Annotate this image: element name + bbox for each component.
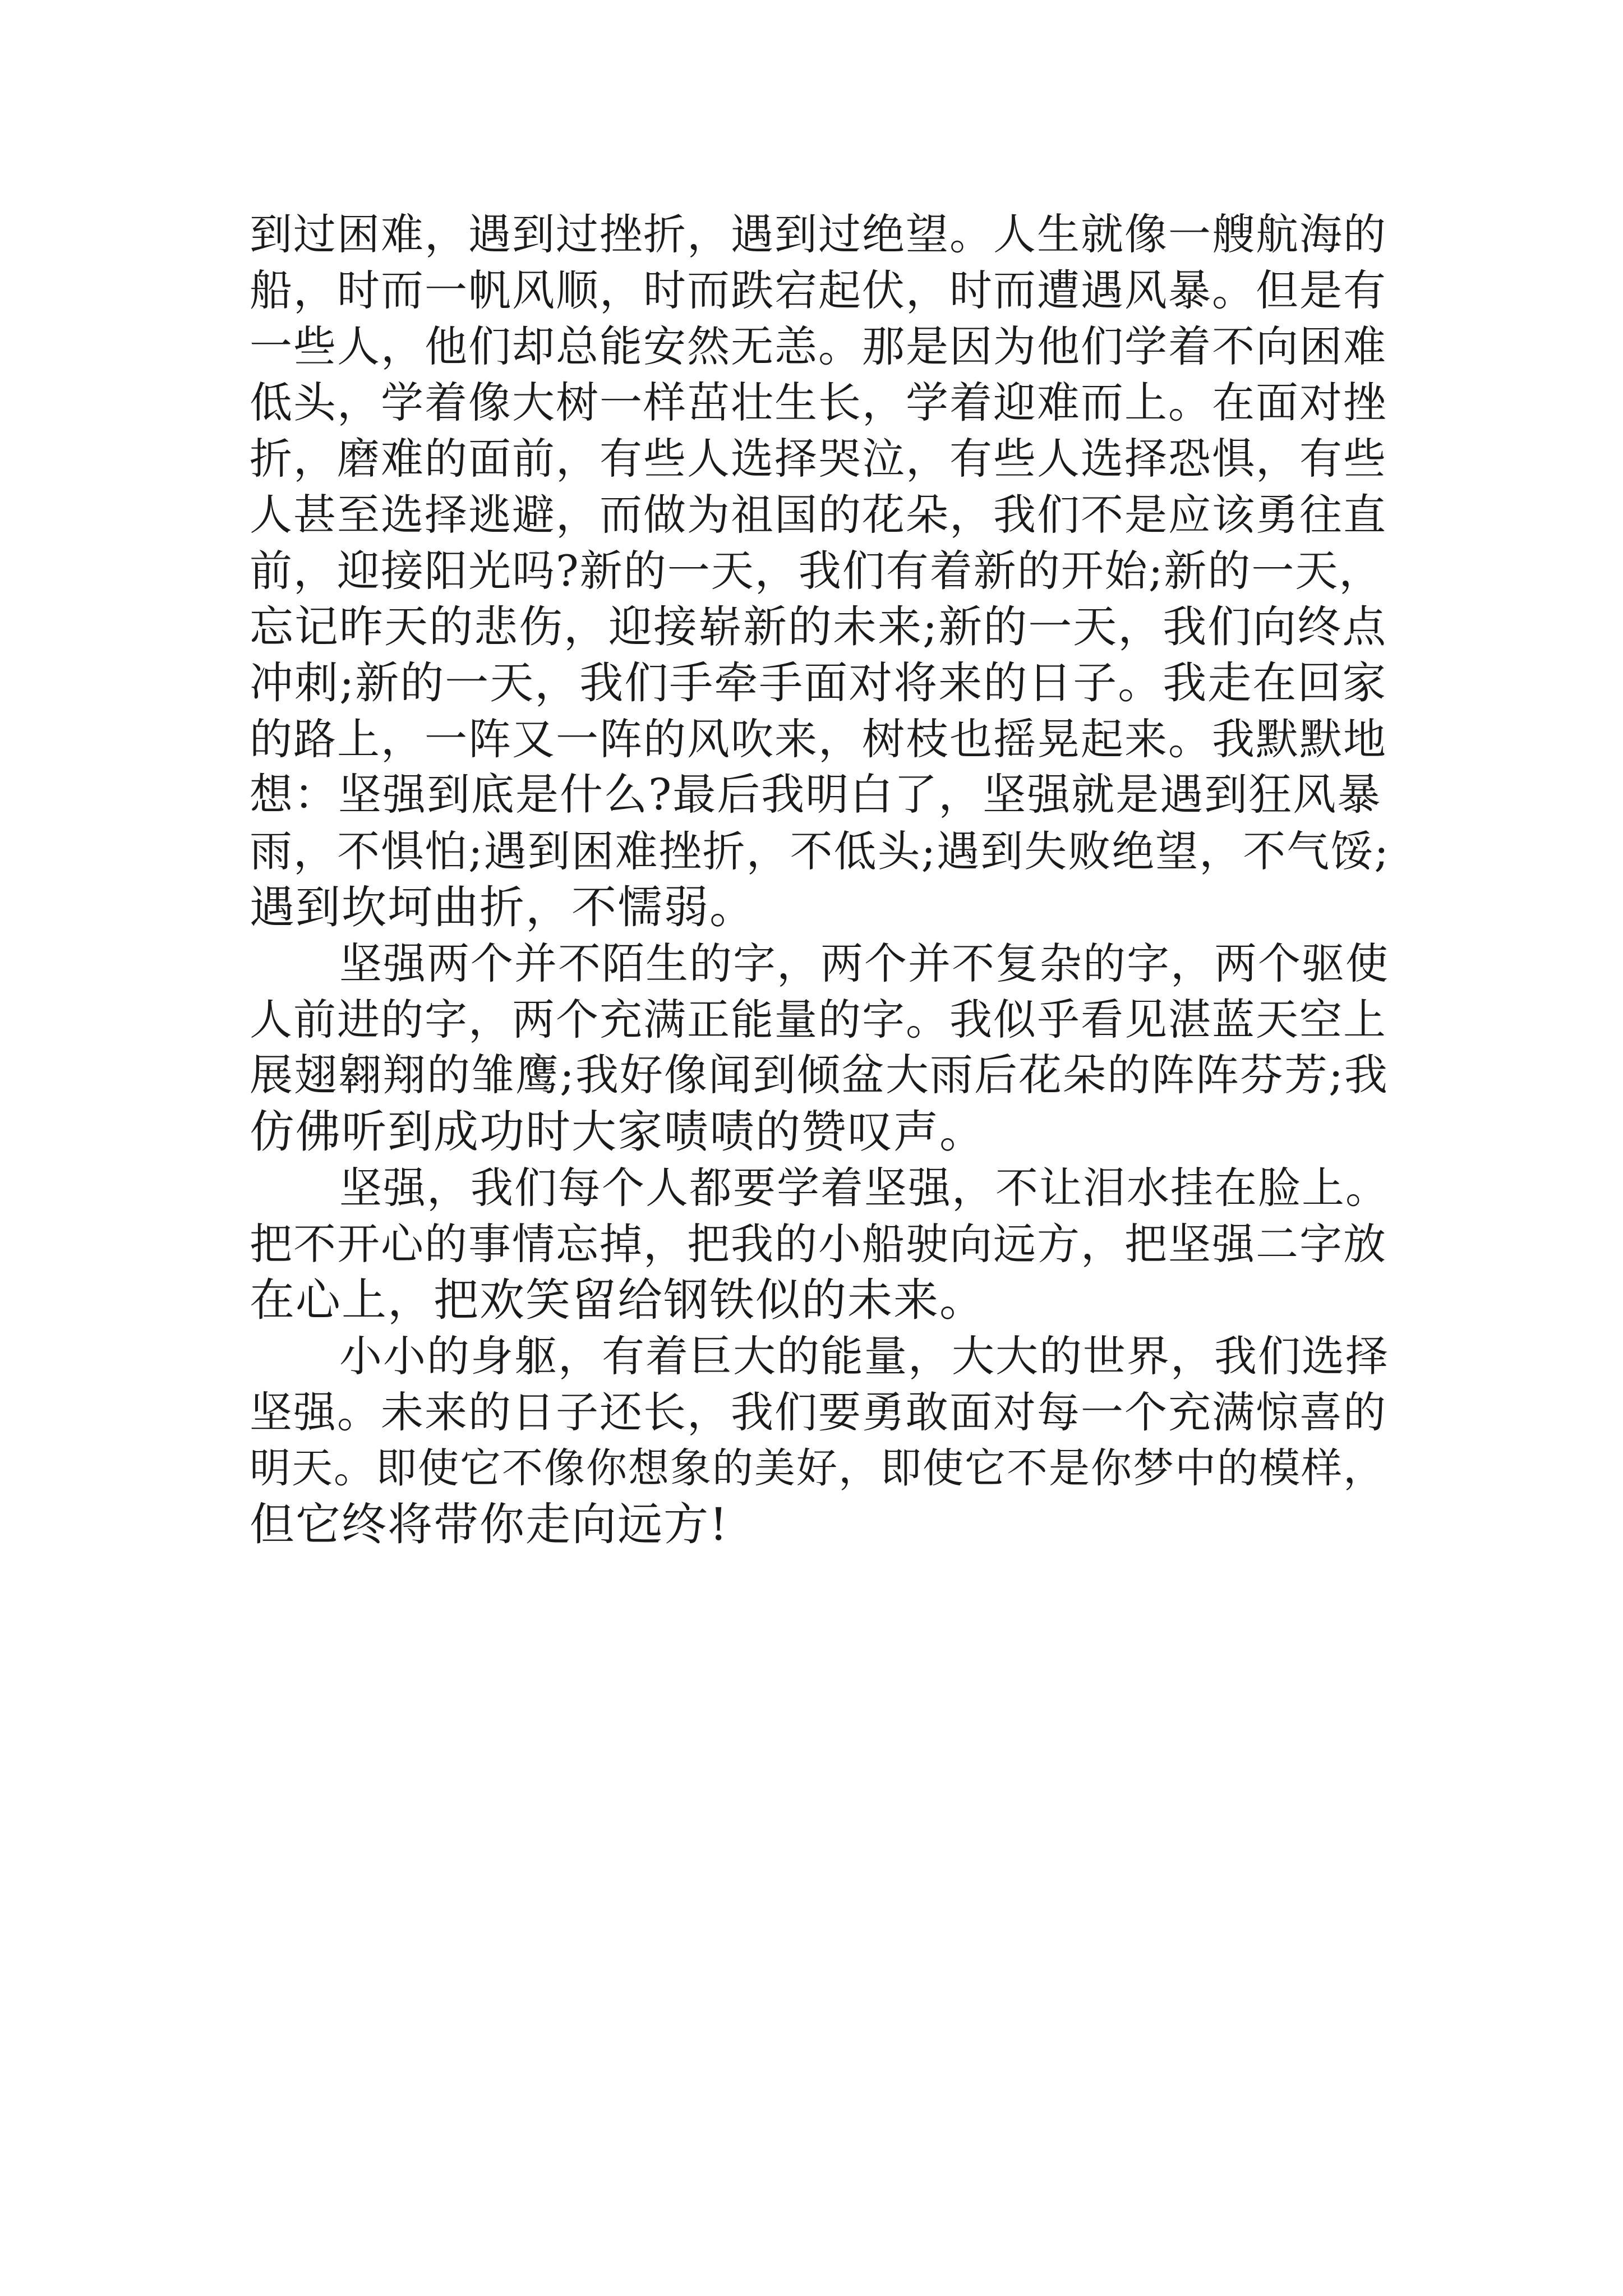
text-line: 船，时而一帆风顺，时而跌宕起伏，时而遭遇风暴。但是有 (250, 265, 1387, 315)
text-line: 前，迎接阳光吗?新的一天，我们有着新的开始;新的一天， (250, 546, 1383, 596)
text-line: 人前进的字，两个充满正能量的字。我似乎看见湛蓝天空上 (250, 995, 1387, 1045)
text-line: 到过困难，遇到过挫折，遇到过绝望。人生就像一艘航海的 (250, 209, 1387, 259)
text-line: 忘记昨天的悲伤，迎接崭新的未来;新的一天，我们向终点 (250, 602, 1387, 652)
paragraph-start-line: 坚强，我们每个人都要学着坚强，不让泪水挂在脸上。 (339, 1163, 1389, 1213)
text-line: 人甚至选择逃避，而做为祖国的花朵，我们不是应该勇往直 (250, 490, 1387, 540)
text-line: 在心上，把欢笑留给钢铁似的未来。 (250, 1274, 985, 1326)
text-line: 遇到坎坷曲折，不懦弱。 (250, 881, 755, 933)
text-line: 的路上，一阵又一阵的风吹来，树枝也摇晃起来。我默默地 (250, 714, 1387, 764)
text-line: 但它终将带你走向远方! (250, 1498, 729, 1550)
text-line: 明天。即使它不像你想象的美好，即使它不是你梦中的模样， (250, 1444, 1385, 1492)
body-text (250, 206, 1394, 1553)
text-line: 折，磨难的面前，有些人选择哭泣，有些人选择恐惧，有些 (250, 434, 1387, 484)
paragraph-start-line: 坚强两个并不陌生的字，两个并不复杂的字，两个驱使 (339, 938, 1389, 988)
text-line: 展翅翱翔的雏鹰;我好像闻到倾盆大雨后花朵的阵阵芬芳;我 (250, 1051, 1389, 1101)
text-line: 仿佛听到成功时大家啧啧的赞叹声。 (250, 1106, 985, 1158)
text-line: 想：坚强到底是什么?最后我明白了，坚强就是遇到狂风暴 (250, 770, 1382, 820)
text-line: 雨，不惧怕;遇到困难挫折，不低头;遇到失败绝望，不气馁; (250, 826, 1390, 876)
text-line: 把不开心的事情忘掉，把我的小船驶向远方，把坚强二字放 (250, 1219, 1387, 1269)
text-line: 冲刺;新的一天，我们手牵手面对将来的日子。我走在回家 (250, 658, 1387, 708)
text-line: 一些人，他们却总能安然无恙。那是因为他们学着不向困难 (250, 321, 1387, 371)
text-line: 低头，学着像大树一样茁壮生长，学着迎难而上。在面对挫 (250, 378, 1387, 427)
paragraph-start-line: 小小的身躯，有着巨大的能量，大大的世界，我们选择 (339, 1331, 1389, 1381)
text-line: 坚强。未来的日子还长，我们要勇敢面对每一个充满惊喜的 (250, 1387, 1387, 1437)
